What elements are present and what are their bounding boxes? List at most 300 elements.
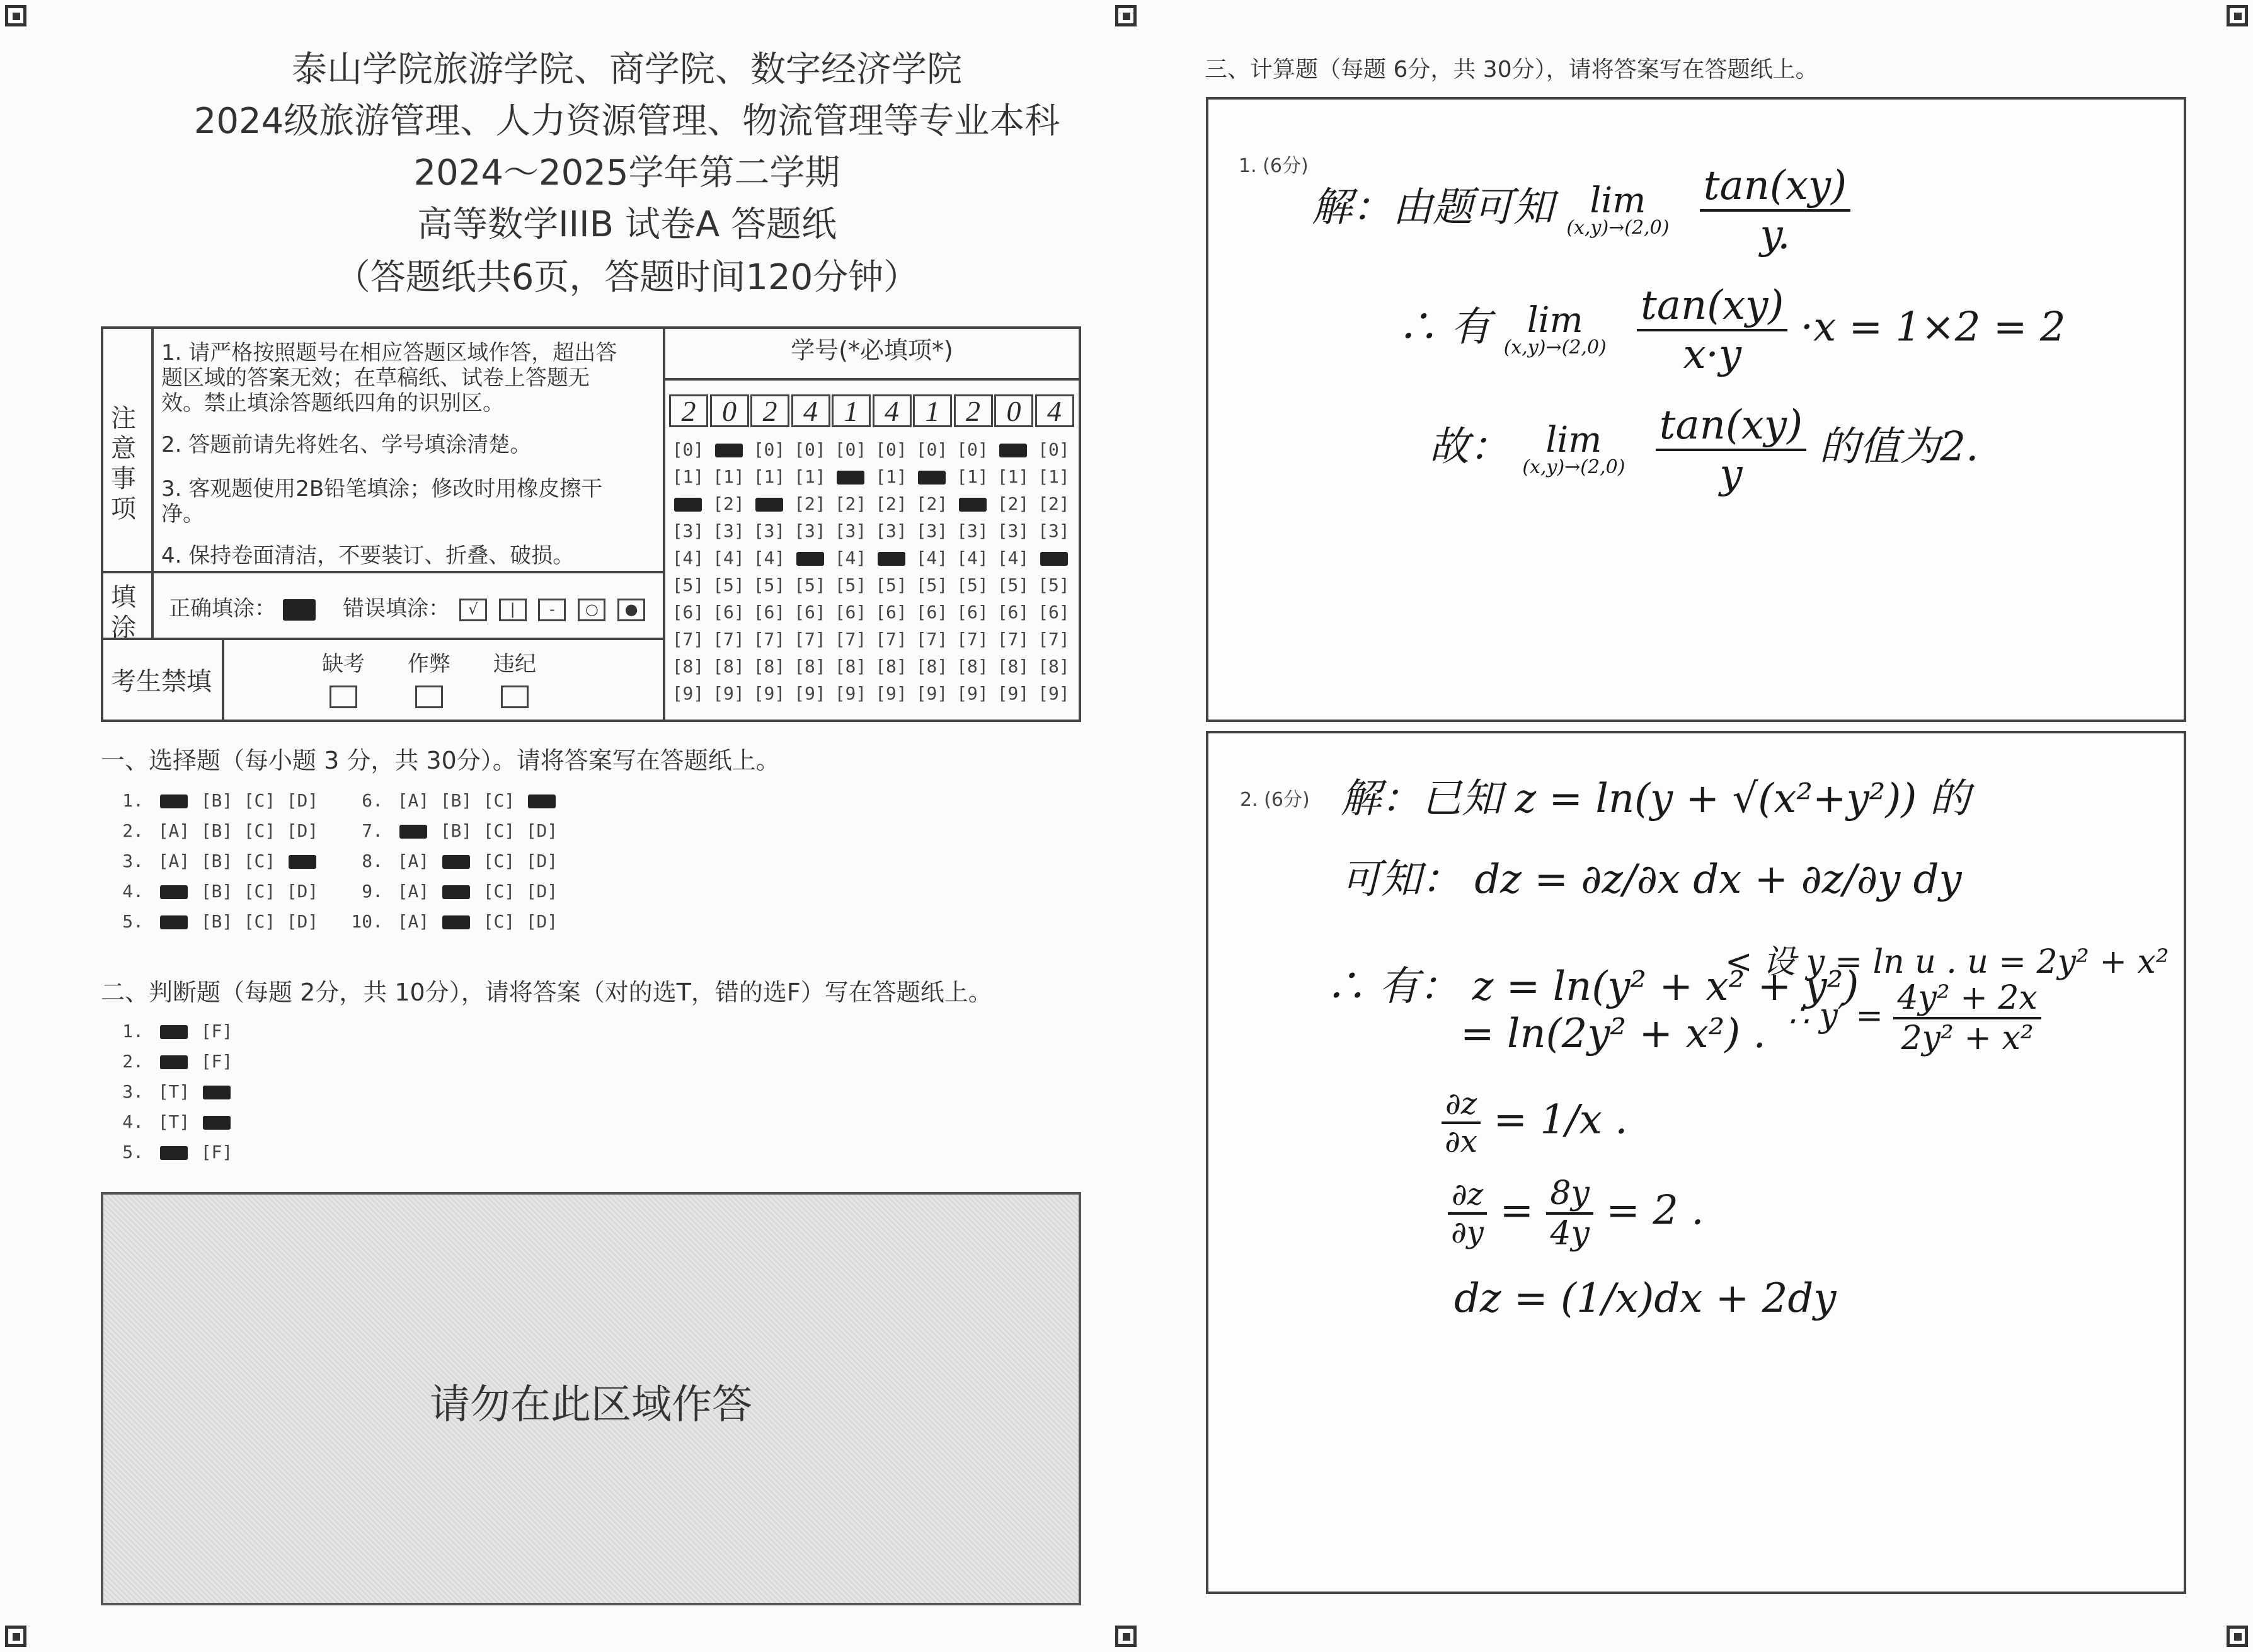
lim-word: lim [1527, 300, 1583, 341]
mc-option-bubble[interactable]: [B] [440, 820, 473, 841]
student-id-bubble[interactable]: [4] [672, 548, 704, 568]
filled-mark [160, 1146, 188, 1160]
student-id-bubble[interactable]: [9] [875, 683, 907, 704]
frac-num: ∂z [1448, 1177, 1487, 1215]
mc-option-bubble[interactable]: [D] [286, 911, 319, 932]
q1-line1 [1312, 163, 1850, 258]
corner-mark-bm [1115, 1626, 1137, 1647]
corner-mark-tr [2227, 5, 2248, 26]
mc-option-bubble[interactable]: [B] [200, 881, 233, 902]
frac-num: 4y² + 2x [1893, 979, 2041, 1019]
filled-mark [528, 794, 556, 808]
mc-option-bubble[interactable]: [C] [243, 820, 276, 841]
mc-option-bubble[interactable]: [B] [200, 820, 233, 841]
student-id-digit: 1 [832, 394, 871, 427]
q1-line1-frac [1700, 163, 1850, 258]
fill-example-row [169, 596, 648, 621]
q1-line2-frac [1637, 282, 1787, 378]
student-id-bubble[interactable]: [8] [834, 656, 867, 677]
header-line-4: 高等数学IIIB 试卷A 答题纸 [417, 204, 837, 245]
student-id-bubble[interactable]: [6] [834, 602, 867, 622]
student-id-bubble[interactable]: [2] [997, 493, 1029, 514]
mc-question-number: 9. [362, 881, 383, 902]
student-id-bubble[interactable]: [0] [1038, 439, 1070, 460]
filled-mark [715, 444, 743, 457]
student-id-bubble[interactable]: [3] [672, 520, 704, 541]
q2-side2-frac [1893, 979, 2041, 1057]
q2-line5 [1442, 1086, 1627, 1159]
mc-option-bubble[interactable]: [A] [397, 851, 430, 871]
filled-mark [203, 1116, 231, 1130]
tf-option-bubble[interactable] [152, 1051, 195, 1072]
student-id-bubble[interactable]: [5] [672, 575, 704, 595]
student-id-bubble[interactable]: [8] [794, 656, 826, 677]
mc-question-row [347, 881, 563, 902]
mc-option-bubble[interactable]: [C] [483, 820, 515, 841]
student-id-bubble[interactable]: [8] [915, 656, 948, 677]
tf-option-bubble[interactable] [195, 1111, 238, 1132]
tf-question-row [107, 1081, 238, 1102]
tf-option-bubble[interactable]: [F] [200, 1142, 233, 1162]
mc-option-bubble[interactable]: [D] [286, 790, 319, 811]
student-id-bubble[interactable]: [1] [875, 466, 907, 487]
student-id-bubble[interactable]: [7] [956, 629, 989, 650]
wrong-mark-check: √ [459, 599, 487, 621]
student-id-bubble[interactable]: [8] [753, 656, 786, 677]
mc-question-row [347, 911, 563, 932]
student-id-bubble[interactable]: [0] [956, 439, 989, 460]
student-id-bubble[interactable] [1035, 544, 1073, 571]
mc-option-bubble[interactable]: [B] [200, 911, 233, 932]
notice-side-label: 注意事项 [111, 404, 136, 524]
student-id-bubble[interactable]: [6] [753, 602, 786, 622]
mc-option-bubble[interactable]: [A] [397, 911, 430, 932]
mc-question-number: 4. [122, 881, 144, 902]
q2-label: 2. (6分) [1240, 789, 1310, 811]
student-id-bubble[interactable]: [6] [915, 602, 948, 622]
answer-box-q2[interactable] [1206, 731, 2186, 1594]
mc-option-bubble[interactable] [435, 911, 478, 932]
student-id-bubble[interactable] [832, 463, 869, 490]
student-id-bubble[interactable]: [9] [997, 683, 1029, 704]
student-id-bubble[interactable] [873, 544, 910, 571]
filled-mark [959, 498, 987, 512]
filled-mark [442, 885, 470, 899]
student-id-bubble[interactable]: [9] [956, 683, 989, 704]
tf-question-row [107, 1111, 238, 1132]
student-id-bubble[interactable]: [1] [956, 466, 989, 487]
divider [222, 638, 224, 722]
student-id-digit: 4 [791, 394, 830, 427]
mc-option-bubble[interactable]: [D] [525, 911, 558, 932]
mc-option-bubble[interactable] [281, 851, 324, 871]
header-line-1: 泰山学院旅游学院、商学院、数字经济学院 [292, 49, 962, 90]
student-id-digit: 4 [873, 394, 912, 427]
q1-line3-suffix: 的值为2. [1819, 423, 1979, 471]
forbidden-violation [486, 651, 543, 708]
student-id-digit: 0 [994, 394, 1033, 427]
q2-line6: $\frac{\partial z}{\partial y}$ = $\frac{8y}{4y}$ = 2 . [1448, 1174, 1704, 1253]
notice-item-2: 2. 答题前请先将姓名、学号填涂清楚。 [161, 432, 532, 457]
student-id-bubble[interactable] [791, 544, 829, 571]
tf-option-bubble[interactable]: [T] [158, 1081, 190, 1102]
student-id-bubble[interactable]: [4] [997, 548, 1029, 568]
student-id-bubble[interactable] [710, 436, 748, 463]
corner-mark-bl [5, 1626, 26, 1647]
student-id-bubble[interactable]: [5] [956, 575, 989, 595]
student-id-bubble[interactable]: [0] [875, 439, 907, 460]
mc-question-row [107, 911, 324, 932]
mc-option-bubble[interactable]: [A] [397, 790, 430, 811]
student-id-bubble[interactable]: [9] [794, 683, 826, 704]
divider [101, 638, 664, 640]
q2-line5-frac [1442, 1086, 1481, 1159]
filled-mark [918, 471, 946, 485]
student-id-bubble[interactable] [913, 463, 951, 490]
student-id-bubble[interactable]: [6] [794, 602, 826, 622]
student-id-digit: 1 [913, 394, 952, 427]
mc-question-row [107, 881, 324, 902]
mc-option-bubble[interactable]: [D] [286, 820, 319, 841]
mc-option-bubble[interactable] [152, 911, 195, 932]
mc-option-bubble[interactable]: [D] [525, 881, 558, 902]
mc-option-bubble[interactable]: [B] [440, 790, 473, 811]
student-id-bubble[interactable]: [7] [1038, 629, 1070, 650]
mc-option-bubble[interactable] [392, 820, 435, 841]
frac-num: tan(xy) [1637, 282, 1787, 331]
mc-question-number: 3. [122, 851, 144, 871]
mc-option-bubble[interactable] [152, 881, 195, 902]
filled-mark [442, 915, 470, 929]
mc-option-bubble[interactable]: [C] [243, 790, 276, 811]
filled-mark [674, 498, 702, 512]
student-id-bubble[interactable]: [0] [915, 439, 948, 460]
student-id-bubble[interactable]: [3] [956, 520, 989, 541]
q1-label: 1. (6分) [1239, 155, 1309, 177]
student-id-bubble[interactable]: [8] [875, 656, 907, 677]
student-id-column [1035, 436, 1073, 707]
mc-option-bubble[interactable]: [C] [243, 911, 276, 932]
student-id-bubble[interactable]: [6] [713, 602, 745, 622]
student-id-bubble[interactable]: [7] [834, 629, 867, 650]
mc-option-bubble[interactable] [435, 851, 478, 871]
cheat-checkbox[interactable] [415, 685, 443, 708]
mc-option-bubble[interactable] [435, 881, 478, 902]
student-id-bubble[interactable]: [9] [713, 683, 745, 704]
header-line-2: 2024级旅游管理、人力资源管理、物流管理等专业本科 [193, 101, 1060, 142]
wrong-mark-dash: - [538, 599, 566, 621]
filled-mark [160, 794, 188, 808]
student-id-bubble[interactable]: [8] [713, 656, 745, 677]
tf-option-bubble[interactable]: [T] [158, 1111, 190, 1132]
student-id-bubble[interactable]: [7] [915, 629, 948, 650]
mc-option-bubble[interactable]: [A] [397, 881, 430, 902]
student-id-bubble[interactable]: [1] [794, 466, 826, 487]
mc-question-number: 10. [351, 911, 383, 932]
tf-question-row [107, 1051, 238, 1072]
student-id-bubble[interactable]: [0] [794, 439, 826, 460]
student-id-bubble[interactable]: [3] [915, 520, 948, 541]
student-id-digit: 0 [710, 394, 749, 427]
student-id-bubble[interactable]: [2] [713, 493, 745, 514]
student-id-column [873, 436, 910, 707]
student-id-bubble[interactable]: [5] [875, 575, 907, 595]
mc-question-row [347, 820, 563, 841]
wrong-mark-bar: | [499, 599, 527, 621]
q2-line6-mid [1546, 1174, 1593, 1253]
mc-option-bubble[interactable]: [C] [483, 881, 515, 902]
student-id-bubble[interactable]: [7] [794, 629, 826, 650]
q1-line3-prefix: 故： [1429, 423, 1510, 471]
mc-option-bubble[interactable]: [A] [158, 820, 190, 841]
notice-item-3: 3. 客观题使用2B铅笔填涂；修改时用橡皮擦干净。 [161, 476, 603, 527]
filled-mark [999, 444, 1027, 457]
corner-mark-tm [1115, 5, 1137, 26]
student-id-bubble[interactable]: [3] [1038, 520, 1070, 541]
frac-num: tan(xy) [1700, 163, 1850, 212]
filled-mark [289, 855, 316, 869]
tf-option-bubble[interactable] [152, 1142, 195, 1162]
student-id-bubble[interactable]: [0] [834, 439, 867, 460]
student-id-bubble[interactable]: [6] [875, 602, 907, 622]
student-id-bubble[interactable]: [3] [834, 520, 867, 541]
filled-mark [442, 855, 470, 869]
frac-num: tan(xy) [1656, 402, 1806, 451]
student-id-bubble[interactable]: [8] [997, 656, 1029, 677]
student-id-bubble[interactable]: [2] [794, 493, 826, 514]
student-id-bubble[interactable]: [5] [915, 575, 948, 595]
student-id-bubble[interactable]: [6] [997, 602, 1029, 622]
student-id-bubble[interactable]: [9] [834, 683, 867, 704]
student-id-bubble[interactable]: [3] [713, 520, 745, 541]
q1-line1-prefix: 解：由题可知 [1312, 184, 1554, 231]
q1-line2 [1397, 282, 2066, 378]
student-id-bubble[interactable] [994, 436, 1032, 463]
student-id-bubble[interactable] [669, 490, 707, 517]
mc-question-number: 5. [122, 911, 144, 932]
forbidden-cheat [401, 651, 457, 708]
student-id-bubble[interactable]: [7] [672, 629, 704, 650]
q2-line5-rhs: = 1/x . [1493, 1096, 1628, 1144]
student-id-bubble[interactable]: [3] [997, 520, 1029, 541]
q2-side1: < 设 y = ln u . u = 2y² + x² [1725, 943, 2169, 981]
lim-word: lim [1590, 180, 1646, 221]
frac-den: ∂x [1445, 1124, 1477, 1159]
student-id-bubble[interactable]: [5] [997, 575, 1029, 595]
student-id-bubble[interactable]: [2] [834, 493, 867, 514]
q2-line2: 可知： dz = ∂z/∂x dx + ∂z/∂y dy [1341, 856, 1962, 903]
student-id-digit: 4 [1035, 394, 1074, 427]
student-id-bubble[interactable]: [5] [834, 575, 867, 595]
student-id-digit: 2 [954, 394, 993, 427]
q1-line2-suffix: ·x = 1×2 = 2 [1800, 304, 2066, 351]
mc-option-bubble[interactable]: [C] [483, 790, 515, 811]
no-answer-zone [101, 1192, 1081, 1605]
mc-option-bubble[interactable]: [C] [483, 911, 515, 932]
frac-den: 2y² + x² [1901, 1019, 2034, 1057]
lim-sub: (x,y)→(2,0) [1522, 456, 1625, 478]
student-id-bubble[interactable]: [5] [1038, 575, 1070, 595]
student-id-bubble[interactable]: [1] [753, 466, 786, 487]
mc-option-bubble[interactable]: [C] [243, 851, 276, 871]
student-id-bubble[interactable]: [3] [875, 520, 907, 541]
violation-checkbox[interactable] [501, 685, 529, 708]
student-id-bubble[interactable]: [0] [672, 439, 704, 460]
wrong-fill-label: 错误填涂： [343, 596, 450, 621]
mc-question-row [107, 851, 324, 871]
student-id-bubble[interactable]: [5] [753, 575, 786, 595]
divider [151, 326, 154, 572]
mc-option-bubble[interactable] [152, 790, 195, 811]
q2-line6-frac [1448, 1177, 1487, 1250]
student-id-bubble[interactable]: [4] [956, 548, 989, 568]
divider [151, 571, 154, 639]
mc-question-number: 2. [122, 820, 144, 841]
q1-line2-lim [1503, 300, 1607, 359]
correct-fill-label: 正确填涂： [169, 596, 276, 621]
student-id-column [832, 436, 869, 707]
tf-option-bubble[interactable] [195, 1081, 238, 1102]
correct-fill-mark [283, 599, 316, 621]
student-id-bubble[interactable]: [4] [915, 548, 948, 568]
corner-mark-tl [5, 5, 26, 26]
forbidden-absent [315, 651, 372, 708]
mc-option-bubble[interactable]: [A] [158, 851, 190, 871]
tf-option-bubble[interactable]: [F] [200, 1051, 233, 1072]
absent-checkbox[interactable] [330, 685, 357, 708]
frac-den: y [1719, 451, 1743, 498]
filled-mark [755, 498, 783, 512]
lim-sub: (x,y)→(2,0) [1503, 336, 1607, 359]
student-id-bubble[interactable]: [0] [753, 439, 786, 460]
fill-label: 填涂 [111, 583, 136, 642]
mc-option-bubble[interactable]: [D] [525, 820, 558, 841]
mc-option-bubble[interactable] [520, 790, 563, 811]
filled-mark [796, 552, 824, 566]
mc-option-bubble[interactable]: [B] [200, 851, 233, 871]
lim-sub: (x,y)→(2,0) [1566, 217, 1670, 239]
student-id-bubble[interactable]: [9] [672, 683, 704, 704]
section2-title: 二、判断题（每题 2分，共 10分），请将答案（对的选T，错的选F）写在答题纸上。 [101, 978, 992, 1006]
mc-option-bubble[interactable]: [C] [243, 881, 276, 902]
frac-num: ∂z [1442, 1086, 1481, 1124]
student-id-column [913, 436, 951, 707]
mc-option-bubble[interactable]: [D] [286, 881, 319, 902]
tf-option-bubble[interactable] [152, 1021, 195, 1041]
tf-question-number: 5. [122, 1142, 144, 1162]
student-id-bubble[interactable]: [7] [997, 629, 1029, 650]
student-id-bubble[interactable]: [9] [915, 683, 948, 704]
student-id-bubble[interactable]: [2] [915, 493, 948, 514]
q1-line3-frac [1656, 402, 1806, 498]
mc-question-number: 1. [122, 790, 144, 811]
student-id-bubble[interactable]: [9] [753, 683, 786, 704]
student-id-bubble[interactable]: [1] [713, 466, 745, 487]
wrong-mark-circle: ○ [578, 599, 605, 621]
student-id-bubble[interactable]: [3] [794, 520, 826, 541]
student-id-bubble[interactable]: [6] [956, 602, 989, 622]
mc-question-row [107, 790, 324, 811]
student-id-column [994, 436, 1032, 707]
student-id-bubble[interactable]: [1] [672, 466, 704, 487]
student-id-bubble[interactable] [954, 490, 992, 517]
student-id-column [791, 436, 829, 707]
tf-question-number: 2. [122, 1051, 144, 1072]
divider [663, 378, 1081, 381]
q1-line3 [1429, 402, 1978, 498]
q1-line2-prefix: ∴ 有 [1397, 304, 1491, 351]
q1-line3-lim [1522, 420, 1625, 478]
student-id-bubble[interactable]: [7] [875, 629, 907, 650]
student-id-digit: 2 [750, 394, 789, 427]
header-line-3: 2024～2025学年第二学期 [413, 152, 840, 193]
tf-question-number: 1. [122, 1021, 144, 1041]
tf-option-bubble[interactable]: [F] [200, 1021, 233, 1041]
student-id-bubble[interactable]: [8] [1038, 656, 1070, 677]
mc-option-bubble[interactable]: [B] [200, 790, 233, 811]
student-id-bubble[interactable]: [1] [997, 466, 1029, 487]
mc-question-number: 6. [362, 790, 383, 811]
filled-mark [160, 915, 188, 929]
student-id-bubble[interactable]: [7] [713, 629, 745, 650]
forbidden-label: 考生禁填 [111, 667, 212, 696]
student-id-bubble[interactable]: [8] [672, 656, 704, 677]
mc-option-bubble[interactable]: [C] [483, 851, 515, 871]
student-id-column [954, 436, 992, 707]
student-id-column [750, 436, 788, 707]
q2-line6-rhs: = 2 . [1606, 1187, 1704, 1234]
answer-box-q1[interactable] [1206, 97, 2186, 722]
mc-question-row [107, 820, 324, 841]
mc-option-bubble[interactable]: [D] [525, 851, 558, 871]
student-id-bubble[interactable]: [6] [672, 602, 704, 622]
tf-question-number: 4. [122, 1111, 144, 1132]
frac-den: ∂y [1451, 1215, 1484, 1250]
divider [101, 571, 664, 573]
frac-den: 4y [1550, 1215, 1590, 1253]
student-id-bubble[interactable] [750, 490, 788, 517]
student-id-bubble[interactable]: [4] [834, 548, 867, 568]
filled-mark [203, 1086, 231, 1099]
student-id-bubble[interactable]: [4] [713, 548, 745, 568]
notice-item-4: 4. 保持卷面清洁，不要装订、折叠、破损。 [161, 543, 575, 568]
divider [663, 326, 665, 722]
student-id-digit: 2 [669, 394, 708, 427]
student-id-bubble[interactable]: [1] [1038, 466, 1070, 487]
student-id-bubble[interactable]: [3] [753, 520, 786, 541]
student-id-bubble[interactable]: [2] [1038, 493, 1070, 514]
student-id-bubble[interactable]: [5] [794, 575, 826, 595]
student-id-bubble[interactable]: [6] [1038, 602, 1070, 622]
student-id-bubble[interactable]: [7] [753, 629, 786, 650]
student-id-bubble[interactable]: [2] [875, 493, 907, 514]
q2-line3: ∴ 有： z = ln(y² + x² + y²) [1326, 963, 1859, 1010]
mc-question-row [347, 851, 563, 871]
q2-line4: = ln(2y² + x²) . [1460, 1011, 1766, 1057]
section1-title: 一、选择题（每小题 3 分，共 30分）。请将答案写在答题纸上。 [101, 747, 780, 774]
tf-question-row [107, 1021, 238, 1041]
forbidden-cheat-label: 作弊 [408, 651, 450, 677]
no-answer-label: 请勿在此区域作答 [430, 1382, 752, 1428]
student-id-bubble[interactable]: [9] [1038, 683, 1070, 704]
student-id-column [669, 436, 707, 707]
mc-question-number: 7. [362, 820, 383, 841]
q2-line7: dz = (1/x)dx + 2dy [1454, 1275, 1837, 1322]
student-id-bubble[interactable]: [4] [753, 548, 786, 568]
student-id-bubble[interactable]: [8] [956, 656, 989, 677]
lim-word: lim [1545, 420, 1602, 461]
student-id-bubble[interactable]: [5] [713, 575, 745, 595]
